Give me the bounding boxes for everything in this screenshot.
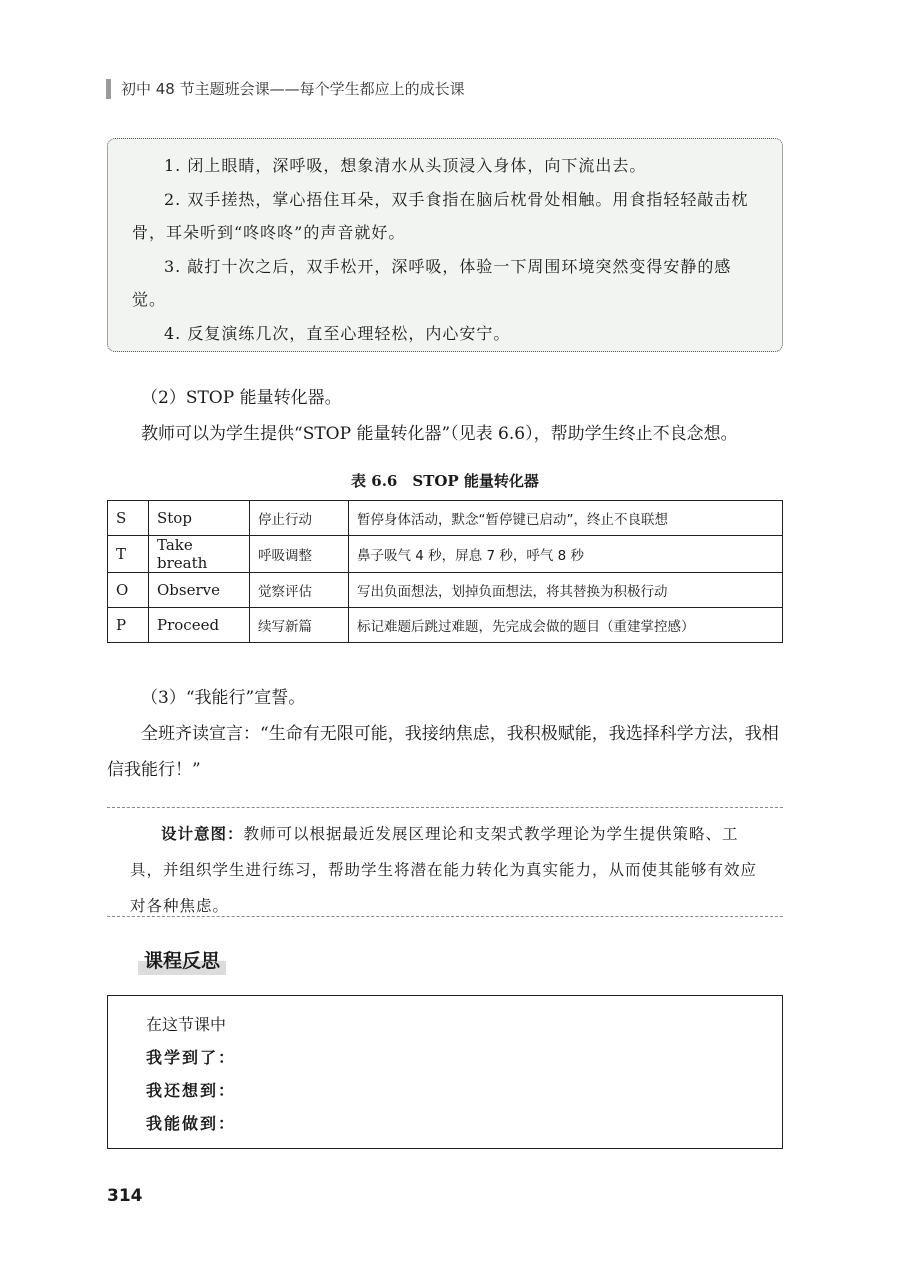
table-row <box>108 573 783 608</box>
table-cell-description: 鼻子吸气 4 秒，屏息 7 秒，呼气 8 秒 <box>349 536 783 573</box>
section-body: 教师可以为学生提供“STOP 能量转化器”（见表 6.6），帮助学生终止不良念想。 <box>141 424 738 444</box>
table-cell-chinese: 呼吸调整 <box>250 536 349 573</box>
design-label: 设计意图： <box>161 824 244 843</box>
stop-table <box>107 500 783 643</box>
exercise-step: 3. 敲打十次之后，双手松开，深呼吸，体验一下周围环境突然变得安静的感觉。 <box>132 256 732 309</box>
header-bar <box>106 79 111 99</box>
header-title: 初中 48 节主题班会课——每个学生都应上的成长课 <box>121 80 465 98</box>
design-intent <box>130 816 770 924</box>
section-heading: （2）STOP 能量转化器。 <box>141 388 342 408</box>
page-number: 314 <box>107 1186 143 1206</box>
table-cell-english: Proceed <box>149 608 250 643</box>
exercise-steps-box <box>107 138 783 352</box>
exercise-step: 2. 双手搓热，掌心捂住耳朵，双手食指在脑后枕骨处相触。用食指轻轻敲击枕骨，耳朵听到“咚咚咚”的声音就好。 <box>132 189 749 242</box>
table-caption: 表 6.6 STOP 能量转化器 <box>351 472 539 490</box>
section-pledge <box>107 680 785 788</box>
reflection-title: 课程反思 <box>138 944 226 975</box>
reflection-box <box>107 995 783 1149</box>
section-heading: （3）“我能行”宣誓。 <box>141 688 306 708</box>
reflection-prompt: 我能做到： <box>146 1114 237 1133</box>
table-cell-english: Observe <box>149 573 250 608</box>
table-cell-letter: O <box>108 573 149 608</box>
table-cell-letter: P <box>108 608 149 643</box>
table-cell-letter: S <box>108 501 149 536</box>
divider-top <box>107 807 783 808</box>
table-cell-english: Take breath <box>149 536 250 573</box>
table-cell-description: 标记难题后跳过难题，先完成会做的题目（重建掌控感） <box>349 608 783 643</box>
table-cell-description: 暂停身体活动，默念“暂停键已启动”，终止不良联想 <box>349 501 783 536</box>
section-stop <box>107 380 785 452</box>
table-cell-chinese: 续写新篇 <box>250 608 349 643</box>
section-body: 全班齐读宣言：“生命有无限可能，我接纳焦虑，我积极赋能，我选择科学方法，我相信我能行！” <box>107 724 779 780</box>
reflection-intro: 在这节课中 <box>146 1015 227 1034</box>
table-cell-letter: T <box>108 536 149 573</box>
table-cell-chinese: 觉察评估 <box>250 573 349 608</box>
exercise-step: 1. 闭上眼睛，深呼吸，想象清水从头顶浸入身体，向下流出去。 <box>164 156 647 175</box>
running-header <box>106 78 465 99</box>
exercise-step: 4. 反复演练几次，直至心理轻松，内心安宁。 <box>164 323 511 343</box>
table-cell-description: 写出负面想法，划掉负面想法，将其替换为积极行动 <box>349 573 783 608</box>
divider-bottom <box>107 916 783 917</box>
table-row <box>108 501 783 536</box>
reflection-prompt: 我还想到： <box>146 1081 237 1100</box>
reflection-prompt: 我学到了： <box>146 1048 237 1067</box>
table-cell-chinese: 停止行动 <box>250 501 349 536</box>
table-row <box>108 536 783 573</box>
table-row <box>108 608 783 643</box>
design-text: 教师可以根据最近发展区理论和支架式教学理论为学生提供策略、工具，并组织学生进行练习，帮助学生将潜在能力转化为真实能力，从而使其能够有效应对各种焦虑。 <box>130 825 758 915</box>
table-cell-english: Stop <box>149 501 250 536</box>
